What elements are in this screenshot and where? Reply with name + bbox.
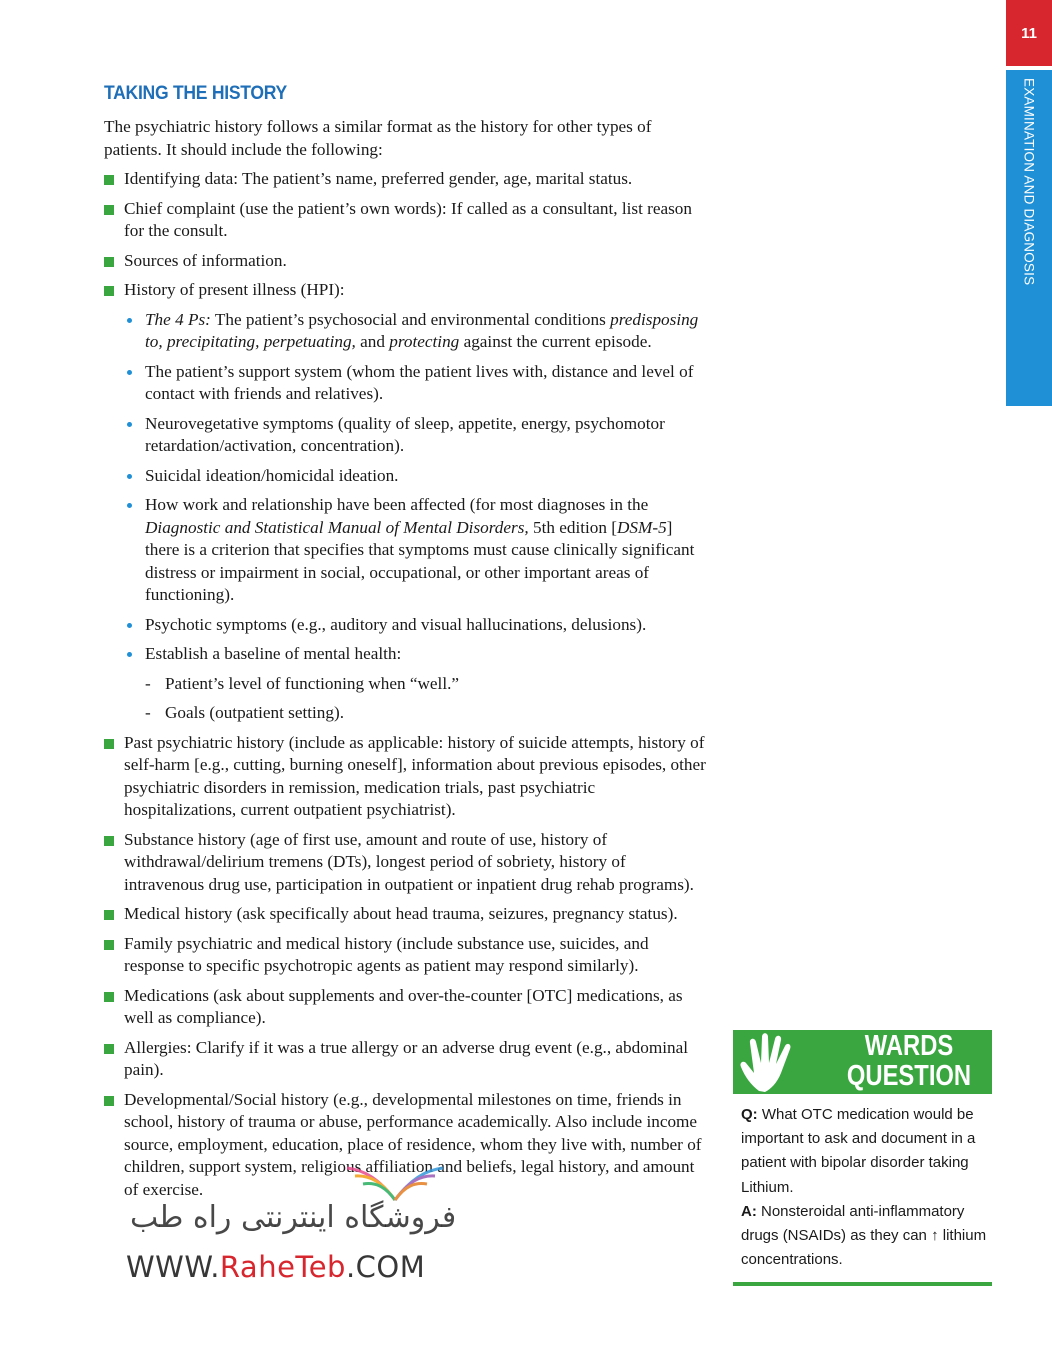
green-square-bullet-icon — [104, 992, 114, 1002]
url-prefix: WWW. — [126, 1250, 220, 1284]
blue-dot-bullet-icon — [127, 474, 132, 479]
wards-title-line: QUESTION — [846, 1060, 972, 1092]
green-square-bullet-icon — [104, 910, 114, 920]
list-item-sources — [104, 250, 709, 273]
blue-dot-bullet-icon — [127, 422, 132, 427]
item-text: Psychotic symptoms (e.g., auditory and visual hallucinations, delusions). — [145, 614, 647, 634]
sublist-item-work — [124, 494, 709, 607]
question-label: Q: — [741, 1106, 758, 1123]
wards-title — [843, 1031, 974, 1091]
list-item-medical — [104, 903, 709, 926]
baseline-item — [145, 702, 709, 725]
list-item-chief-complaint — [104, 198, 709, 243]
dash-bullet-icon: - — [145, 673, 151, 693]
item-text: History of present illness (HPI): — [124, 280, 345, 299]
blue-dot-bullet-icon — [127, 652, 132, 657]
item-text: Medications (ask about supplements and over-the-counter [OTC] medications, as well as compliance). — [124, 985, 683, 1027]
item-text: Developmental/Social history (e.g., developmental milestones on time, friends in school, history of trauma or abuse, performance academically. Also include income source, employment, education, place of residence, whom they live with, number of children, support system, religious affiliation and beliefs, legal history, and amount of exercise. — [124, 1089, 702, 1199]
green-square-bullet-icon — [104, 205, 114, 215]
hand-icon — [737, 1033, 819, 1093]
item-text: Establish a baseline of mental health: — [145, 644, 402, 663]
green-square-bullet-icon — [104, 175, 114, 185]
item-text: Identifying data: The patient’s name, preferred gender, age, marital status. — [124, 169, 633, 188]
blue-dot-bullet-icon — [127, 503, 132, 508]
item-text: Neurovegetative symptoms (quality of sleep, appetite, energy, psychomotor retardation/activation, concentration). — [145, 413, 665, 455]
item-text: The patient’s support system (whom the patient lives with, distance and level of contact with friends and relatives). — [145, 361, 694, 403]
sublist-item-neurovegetative — [124, 413, 709, 458]
list-item-identifying — [104, 168, 709, 191]
item-text: Sources of information. — [124, 250, 287, 270]
baseline-sublist — [145, 673, 709, 725]
4ps-label: The 4 Ps: — [145, 309, 211, 329]
list-item-developmental — [104, 1089, 709, 1202]
emphasis-run: predisposing to, precipitating, perpetuating, — [145, 309, 699, 351]
dash-bullet-icon: - — [145, 703, 151, 722]
answer-label: A: — [741, 1202, 757, 1220]
green-square-bullet-icon — [104, 1044, 114, 1054]
intro-paragraph: The psychiatric history follows a similar format as the history for other types of patients. It should include the following: — [104, 117, 652, 159]
green-square-bullet-icon — [104, 286, 114, 296]
green-square-bullet-icon — [104, 836, 114, 846]
wards-header — [733, 1030, 992, 1094]
url-suffix: .COM — [345, 1250, 426, 1284]
baseline-item — [145, 673, 709, 696]
green-square-bullet-icon — [104, 739, 114, 749]
item-text: Family psychiatric and medical history (include substance use, suicides, and response to specific psychotropic agents as patient may respond similarly). — [124, 933, 649, 975]
green-square-bullet-icon — [104, 1096, 114, 1106]
text-run: and — [355, 332, 390, 351]
list-item-family — [104, 933, 709, 978]
item-text: Chief complaint (use the patient’s own words): If called as a consultant, list reason for the consult. — [124, 198, 692, 240]
item-text: Substance history (age of first use, amount and route of use, history of withdrawal/delirium tremens (DTs), longest period of sobriety, history of intravenous drug use, participation in outpatient or inpatient drug rehab programs). — [124, 829, 694, 894]
history-list — [104, 168, 709, 1201]
wards-question — [741, 1103, 988, 1200]
blue-dot-bullet-icon — [127, 370, 132, 375]
url-brand: RaheTeb — [219, 1250, 346, 1284]
emphasis-run: protecting — [389, 332, 460, 351]
sublist-item-support — [124, 361, 709, 406]
text-run: 5th edition [ — [528, 517, 618, 537]
item-text: Patient’s level of functioning when “well.” — [165, 673, 460, 693]
green-square-bullet-icon — [104, 940, 114, 950]
list-item-allergies — [104, 1037, 709, 1082]
answer-text: Nonsteroidal anti-inflammatory drugs (NSAIDs) as they can ↑ lithium concentrations. — [741, 1202, 987, 1269]
section-title: TAKING THE HISTORY — [104, 82, 288, 104]
wards-body — [733, 1094, 992, 1272]
green-square-bullet-icon — [104, 257, 114, 267]
list-item-medications — [104, 985, 709, 1030]
main-content — [104, 116, 709, 1208]
watermark-persian: فروشگاه اینترنتی راه طب — [130, 1200, 457, 1235]
list-item-substance — [104, 829, 709, 897]
chapter-tab-label: EXAMINATION AND DIAGNOSIS — [1021, 78, 1037, 286]
question-text: What OTC medication would be important to ask and document in a patient with bipolar disorder taking Lithium. — [741, 1106, 976, 1196]
item-text: Allergies: Clarify if it was a true allergy or an adverse drug event (e.g., abdominal pain). — [124, 1037, 688, 1079]
sublist-item-baseline — [124, 643, 709, 725]
text-run: ] there is a criterion that specifies that symptoms must cause clinically significant distress or impairment in social, occupational, or other important areas of functioning). — [145, 517, 695, 604]
wards-answer — [741, 1200, 988, 1273]
text-run: How work and relationship have been affected (for most diagnoses in the — [145, 495, 649, 514]
item-text: Medical history (ask specifically about head trauma, seizures, pregnancy status). — [124, 904, 678, 923]
list-item-past-psychiatric — [104, 732, 709, 822]
wards-bottom-rule — [733, 1282, 992, 1286]
text-run: against the current episode. — [459, 332, 652, 351]
item-text: Suicidal ideation/homicidal ideation. — [145, 465, 399, 485]
blue-dot-bullet-icon — [127, 318, 132, 323]
sublist-item-4ps — [124, 309, 709, 354]
item-text: Past psychiatric history (include as applicable: history of suicide attempts, history of self-harm [e.g., cutting, burning oneself], information about previous episodes, other psychiatric disorders in remission, medication trials, past psychiatric hospitalizations, current outpatient psychiatrist). — [124, 732, 706, 819]
text-run: The patient’s psychosocial and environmental conditions — [210, 309, 611, 329]
sublist-item-psychotic — [124, 614, 709, 637]
list-item-hpi — [104, 279, 709, 725]
item-text: Goals (outpatient setting). — [165, 703, 345, 722]
chapter-tab — [1006, 70, 1052, 406]
emphasis-run: Diagnostic and Statistical Manual of Mental Disorders, — [145, 517, 529, 537]
emphasis-run: DSM-5 — [617, 517, 667, 537]
wards-title-line: WARDS — [864, 1030, 954, 1062]
blue-dot-bullet-icon — [127, 623, 132, 628]
sublist-item-suicidal — [124, 465, 709, 488]
watermark-url — [126, 1250, 425, 1284]
hpi-sublist — [124, 309, 709, 725]
page-number: 11 — [1006, 0, 1052, 66]
wards-question-box — [733, 1030, 992, 1286]
